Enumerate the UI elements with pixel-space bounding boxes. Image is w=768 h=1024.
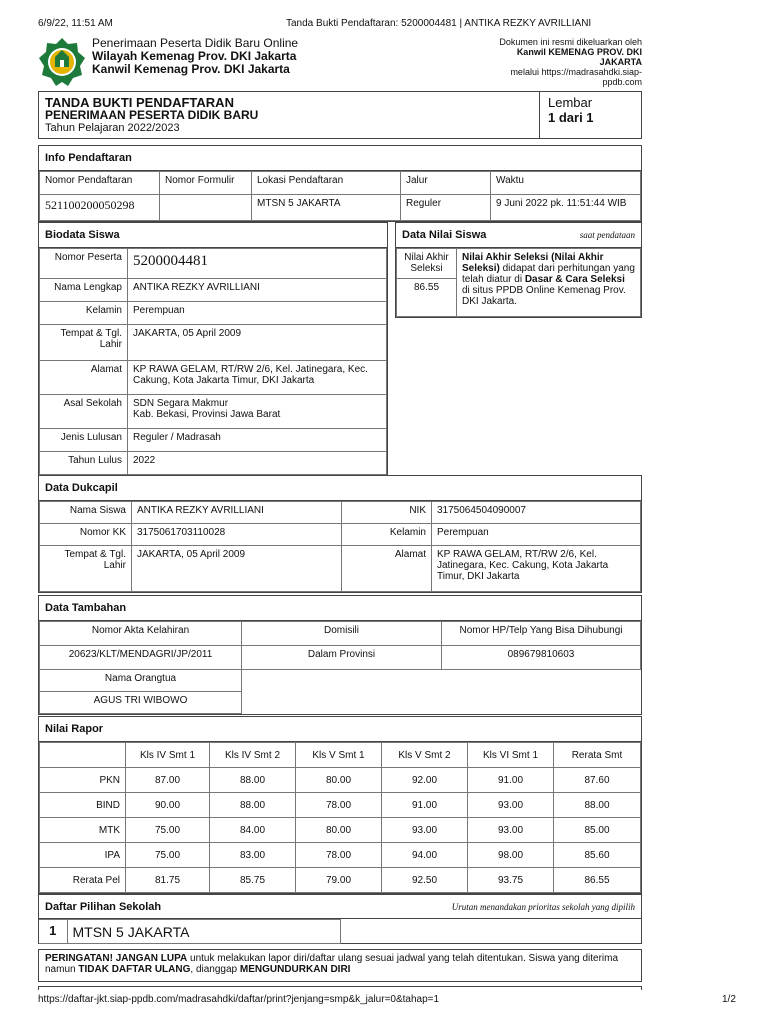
waktu: 9 Juni 2022 pk. 11:51:44 WIB	[491, 195, 641, 221]
rapor-table	[39, 742, 641, 893]
rapor-header	[40, 743, 126, 768]
rapor-score: 75.00	[126, 818, 210, 843]
rapor-score: 93.00	[468, 793, 554, 818]
lembar-label: Lembar	[548, 95, 593, 110]
nilai-desc-bold: Nilai Akhir Seleksi (Nilai Akhir Seleksi)	[462, 252, 604, 274]
asal-sekolah-wilayah: Kab. Bekasi, Provinsi Jawa Barat	[133, 409, 281, 420]
rapor-score: 80.00	[296, 768, 382, 793]
nomor-hp: 089679810603	[442, 646, 641, 670]
info-pendaftaran-section	[38, 145, 642, 222]
warning-box	[38, 949, 642, 982]
jalur: Reguler	[401, 195, 491, 221]
info-header: Jalur	[401, 172, 491, 195]
dukcapil-section	[38, 475, 642, 593]
label-jenis-lulusan: Jenis Lulusan	[40, 429, 128, 452]
biodata-table	[39, 248, 387, 475]
rapor-score: 88.00	[210, 768, 296, 793]
rapor-score: 92.50	[382, 868, 468, 893]
nomor-akta: 20623/KLT/MENDAGRI/JP/2011	[40, 646, 242, 670]
pilihan-section	[38, 894, 642, 944]
continuation-edge	[38, 986, 642, 990]
doc-subtitle: PENERIMAAN PESERTA DIDIK BARU	[45, 108, 259, 122]
biodata-title: Biodata Siswa	[39, 223, 387, 248]
rapor-score: 94.00	[382, 843, 468, 868]
nilai-description	[457, 249, 641, 317]
lokasi-pendaftaran: MTSN 5 JAKARTA	[252, 195, 401, 221]
tambahan-title: Data Tambahan	[39, 596, 641, 621]
rapor-score: 91.00	[382, 793, 468, 818]
label-hp: Nomor HP/Telp Yang Bisa Dihubungi	[442, 622, 641, 646]
info-header: Lokasi Pendaftaran	[252, 172, 401, 195]
nomor-pendaftaran: 521100200050298	[40, 195, 160, 221]
rapor-header: Kls V Smt 2	[382, 743, 468, 768]
tambahan-section	[38, 595, 642, 715]
dukcapil-alamat: KP RAWA GELAM, RT/RW 2/6, Kel. Jatinegara, Kec. Cakung, Kota Jakarta Timur, DKI Jakarta	[432, 546, 641, 592]
issuer-line1: Dokumen ini resmi dikeluarkan oleh	[499, 37, 642, 47]
label-asal-sekolah: Asal Sekolah	[40, 395, 128, 429]
rapor-score: 87.60	[554, 768, 641, 793]
rapor-section	[38, 716, 642, 894]
nomor-peserta: 5200004481	[128, 249, 387, 279]
table-row	[40, 793, 641, 818]
rapor-score: 98.00	[468, 843, 554, 868]
dukcapil-nama: ANTIKA REZKY AVRILLIANI	[132, 502, 342, 524]
table-row	[40, 768, 641, 793]
tambahan-table	[39, 621, 641, 714]
dasar-cara-seleksi: Dasar & Cara Seleksi	[524, 274, 625, 285]
rapor-header: Kls IV Smt 2	[210, 743, 296, 768]
school-year: Tahun Pelajaran 2022/2023	[45, 122, 180, 134]
pilihan-note: Urutan menandakan prioritas sekolah yang dipilih	[451, 901, 635, 912]
label-nomor-kk: Nomor KK	[40, 524, 132, 546]
issuer-line2: Kanwil KEMENAG PROV. DKI JAKARTA	[516, 47, 642, 67]
nomor-formulir	[160, 195, 252, 221]
print-datetime: 6/9/22, 11:51 AM	[38, 18, 113, 29]
rapor-subject: MTK	[40, 818, 126, 843]
rapor-subject: PKN	[40, 768, 126, 793]
label-alamat-dukcapil: Alamat	[342, 546, 432, 592]
rapor-subject: BIND	[40, 793, 126, 818]
nilai-title: Data Nilai Siswa saat pendataan	[396, 223, 641, 248]
tambahan-empty	[242, 670, 641, 714]
rapor-score: 78.00	[296, 793, 382, 818]
rapor-score: 80.00	[296, 818, 382, 843]
nilai-section	[395, 222, 642, 318]
print-url: https://daftar-jkt.siap-ppdb.com/madrasahdki/daftar/print?jenjang=smp&k_jalur=0&tahap=1	[38, 994, 440, 1005]
label-kelamin: Kelamin	[40, 302, 128, 325]
print-title: Tanda Bukti Pendaftaran: 5200004481 | ANTIKA REZKY AVRILLIANI	[286, 18, 592, 29]
warning-t1: untuk melakukan lapor diri/daftar ulang sesuai jadwal yang telah ditentukan. Siswa yang diterima namun	[45, 953, 619, 975]
dukcapil-ttl: JAKARTA, 05 April 2009	[132, 546, 342, 592]
warning-b3: MENGUNDURKAN DIRI	[239, 964, 351, 975]
rapor-score: 83.00	[210, 843, 296, 868]
warning-b2: TIDAK DAFTAR ULANG	[78, 964, 191, 975]
label-akta: Nomor Akta Kelahiran	[40, 622, 242, 646]
warning-b1: PERINGATAN! JANGAN LUPA	[45, 953, 188, 964]
nilai-akhir-label: Nilai Akhir Seleksi	[397, 249, 457, 279]
institution-header	[92, 37, 298, 76]
dukcapil-kelamin: Perempuan	[432, 524, 641, 546]
biodata-section	[38, 222, 388, 476]
warning-t2: , dianggap	[190, 964, 238, 975]
label-ttl: Tempat & Tgl. Lahir	[40, 325, 128, 361]
header-line2: Wilayah Kemenag Prov. DKI Jakarta	[92, 49, 297, 63]
rapor-score: 93.00	[468, 818, 554, 843]
header-line3: Kanwil Kemenag Prov. DKI Jakarta	[92, 62, 290, 76]
lembar-value: 1 dari 1	[548, 110, 594, 125]
rapor-score: 93.75	[468, 868, 554, 893]
nilai-akhir-value: 86.55	[397, 279, 457, 317]
rapor-score: 85.60	[554, 843, 641, 868]
title-box	[38, 91, 642, 139]
nomor-kk: 3175061703110028	[132, 524, 342, 546]
rapor-score: 88.00	[554, 793, 641, 818]
rapor-score: 81.75	[126, 868, 210, 893]
label-kelamin-dukcapil: Kelamin	[342, 524, 432, 546]
issuer-line3: melalui https://madrasahdki.siap-ppdb.com	[510, 67, 642, 87]
dukcapil-table	[39, 501, 641, 592]
rapor-score: 86.55	[554, 868, 641, 893]
rapor-header: Kls V Smt 1	[296, 743, 382, 768]
nama-orangtua: AGUS TRI WIBOWO	[40, 692, 242, 714]
info-header: Nomor Pendaftaran	[40, 172, 160, 195]
tahun-lulus: 2022	[128, 452, 387, 475]
label-nama-siswa: Nama Siswa	[40, 502, 132, 524]
rapor-score: 85.75	[210, 868, 296, 893]
doc-title: TANDA BUKTI PENDAFTARAN	[45, 95, 234, 110]
info-title: Info Pendaftaran	[39, 146, 641, 171]
label-ttl-dukcapil: Tempat & Tgl. Lahir	[40, 546, 132, 592]
issuer-note	[492, 37, 642, 87]
header-line1: Penerimaan Peserta Didik Baru Online	[92, 36, 299, 50]
table-row	[40, 843, 641, 868]
print-page: 1/2	[722, 994, 736, 1005]
dukcapil-title: Data Dukcapil	[39, 476, 641, 501]
label-nama-lengkap: Nama Lengkap	[40, 279, 128, 302]
rapor-score: 78.00	[296, 843, 382, 868]
domisili: Dalam Provinsi	[242, 646, 442, 670]
label-orangtua: Nama Orangtua	[40, 670, 242, 692]
asal-sekolah	[128, 395, 387, 429]
rapor-title: Nilai Rapor	[39, 717, 641, 742]
rapor-header: Kls IV Smt 1	[126, 743, 210, 768]
asal-sekolah-nama: SDN Segara Makmur	[133, 398, 229, 409]
info-header: Waktu	[491, 172, 641, 195]
table-row	[40, 818, 641, 843]
pilihan-sekolah: MTSN 5 JAKARTA	[67, 920, 341, 944]
label-tahun-lulus: Tahun Lulus	[40, 452, 128, 475]
kelamin: Perempuan	[128, 302, 387, 325]
rapor-score: 91.00	[468, 768, 554, 793]
pilihan-title: Daftar Pilihan Sekolah Urutan menandakan prioritas sekolah yang dipilih	[39, 895, 641, 919]
pilihan-table	[39, 919, 341, 944]
label-nik: NIK	[342, 502, 432, 524]
nilai-desc-text: didapat dari perhitungan yang telah diatur di	[462, 263, 635, 285]
rapor-header: Kls VI Smt 1	[468, 743, 554, 768]
kemenag-logo	[38, 37, 86, 87]
nilai-note: saat pendataan	[579, 230, 635, 240]
rapor-subject: Rerata Pel	[40, 868, 126, 893]
rapor-subject: IPA	[40, 843, 126, 868]
label-alamat: Alamat	[40, 361, 128, 395]
nik: 3175064504090007	[432, 502, 641, 524]
rapor-score: 75.00	[126, 843, 210, 868]
nilai-desc-text2: di situs PPDB Online Kemenag Prov. DKI Jakarta.	[462, 285, 626, 307]
nama-lengkap: ANTIKA REZKY AVRILLIANI	[128, 279, 387, 302]
rapor-score: 84.00	[210, 818, 296, 843]
label-nomor-peserta: Nomor Peserta	[40, 249, 128, 279]
rapor-score: 88.00	[210, 793, 296, 818]
tempat-tgl-lahir: JAKARTA, 05 April 2009	[128, 325, 387, 361]
rapor-header: Rerata Smt	[554, 743, 641, 768]
rapor-score: 87.00	[126, 768, 210, 793]
jenis-lulusan: Reguler / Madrasah	[128, 429, 387, 452]
info-header: Nomor Formulir	[160, 172, 252, 195]
label-domisili: Domisili	[242, 622, 442, 646]
rapor-score: 93.00	[382, 818, 468, 843]
info-table	[39, 171, 641, 221]
alamat: KP RAWA GELAM, RT/RW 2/6, Kel. Jatinegara, Kec. Cakung, Kota Jakarta Timur, DKI Jakarta	[128, 361, 387, 395]
pilihan-no: 1	[39, 920, 67, 944]
rapor-score: 90.00	[126, 793, 210, 818]
rapor-score: 79.00	[296, 868, 382, 893]
nilai-table	[396, 248, 641, 317]
rapor-score: 92.00	[382, 768, 468, 793]
rapor-score: 85.00	[554, 818, 641, 843]
table-row	[40, 868, 641, 893]
